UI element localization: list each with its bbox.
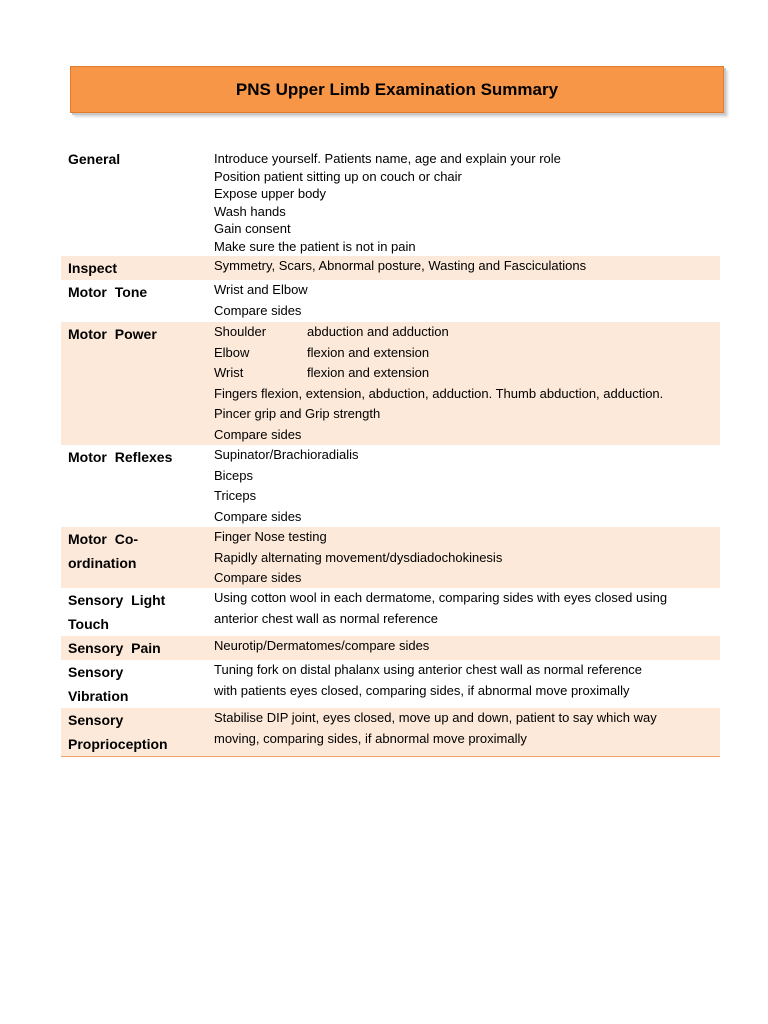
table-row-sensory-proprioception xyxy=(61,708,720,757)
row-label: Motor Reflexes xyxy=(68,449,173,465)
row-label: Motor Power xyxy=(68,326,157,342)
label-line: Proprioception xyxy=(68,736,168,752)
content-line: Neurotip/Dermatomes/compare sides xyxy=(214,638,430,653)
content-line: Wrist and Elbow xyxy=(214,282,308,297)
movement: flexion and extension xyxy=(307,344,430,360)
table-row-motor-tone xyxy=(61,280,720,322)
content-line: Fingers flexion, extension, abduction, adduction. Thumb abduction, adduction. xyxy=(214,385,664,401)
joint-name: Shoulder xyxy=(214,324,267,339)
content-line: Using cotton wool in each dermatome, comparing sides with eyes closed using xyxy=(214,590,668,605)
content-line: Compare sides xyxy=(214,570,302,585)
row-label xyxy=(61,588,214,636)
table-row-motor-coordination xyxy=(61,527,720,588)
table-row-motor-power xyxy=(61,322,720,445)
row-content xyxy=(214,660,720,708)
content-line: Rapidly alternating movement/dysdiadochokinesis xyxy=(214,549,503,565)
joint-name: Wrist xyxy=(214,365,244,380)
title-banner xyxy=(70,66,724,113)
table-row-general xyxy=(61,145,720,256)
content-line: Tuning fork on distal phalanx using anterior chest wall as normal reference xyxy=(214,662,643,677)
row-content xyxy=(214,588,720,636)
content-line: Symmetry, Scars, Abnormal posture, Wasting and Fasciculations xyxy=(214,258,587,273)
content-line: Compare sides xyxy=(214,302,302,318)
table-row-sensory-pain xyxy=(61,636,720,660)
row-content xyxy=(214,527,720,588)
content-line: Position patient sitting up on couch or chair xyxy=(214,168,462,184)
content-line: Supinator/Brachioradialis xyxy=(214,447,359,462)
joint-name: Elbow xyxy=(214,344,250,360)
content-line: Expose upper body xyxy=(214,186,327,202)
content-line xyxy=(214,343,720,364)
table-row-inspect xyxy=(61,256,720,280)
label-line: Vibration xyxy=(68,688,129,704)
content-line: Wash hands xyxy=(214,203,286,219)
label-line: Sensory xyxy=(68,664,124,680)
row-content xyxy=(214,445,720,527)
content-line: Make sure the patient is not in pain xyxy=(214,238,416,254)
label-line: Sensory xyxy=(68,712,124,728)
table-row-sensory-light-touch xyxy=(61,588,720,636)
content-line: anterior chest wall as normal reference xyxy=(214,610,438,626)
row-label: Inspect xyxy=(68,260,118,276)
row-label: Motor Tone xyxy=(68,284,148,300)
row-label xyxy=(61,708,214,756)
row-label: Sensory Pain xyxy=(68,640,161,656)
row-content xyxy=(214,280,720,322)
content-line: Pincer grip and Grip strength xyxy=(214,406,381,421)
row-label xyxy=(61,527,214,588)
content-line xyxy=(214,363,720,384)
row-content xyxy=(214,322,720,445)
content-line: Compare sides xyxy=(214,426,302,442)
exam-summary-table xyxy=(61,145,720,757)
movement: flexion and extension xyxy=(307,365,430,380)
row-content xyxy=(214,256,720,280)
label-line: Sensory Light xyxy=(68,592,166,608)
row-content xyxy=(214,636,720,660)
content-line xyxy=(214,322,720,343)
content-line: Finger Nose testing xyxy=(214,529,327,544)
row-content xyxy=(214,145,720,256)
page-title: PNS Upper Limb Examination Summary xyxy=(235,79,559,99)
row-content xyxy=(214,708,720,756)
table-row-motor-reflexes xyxy=(61,445,720,527)
content-line: with patients eyes closed, comparing sides, if abnormal move proximally xyxy=(214,682,630,698)
label-line: ordination xyxy=(68,555,137,571)
content-line: moving, comparing sides, if abnormal move proximally xyxy=(214,730,527,746)
content-line: Triceps xyxy=(214,488,257,503)
row-label xyxy=(61,660,214,708)
content-line: Gain consent xyxy=(214,221,291,237)
content-line: Biceps xyxy=(214,467,254,483)
content-line: Stabilise DIP joint, eyes closed, move up and down, patient to say which way xyxy=(214,710,657,725)
table-row-sensory-vibration xyxy=(61,660,720,708)
content-line: Introduce yourself. Patients name, age and explain your role xyxy=(214,151,561,166)
row-label: General xyxy=(68,151,121,167)
label-line: Touch xyxy=(68,616,109,632)
content-line: Compare sides xyxy=(214,508,302,524)
movement: abduction and adduction xyxy=(307,324,449,339)
label-line: Motor Co- xyxy=(68,531,139,547)
